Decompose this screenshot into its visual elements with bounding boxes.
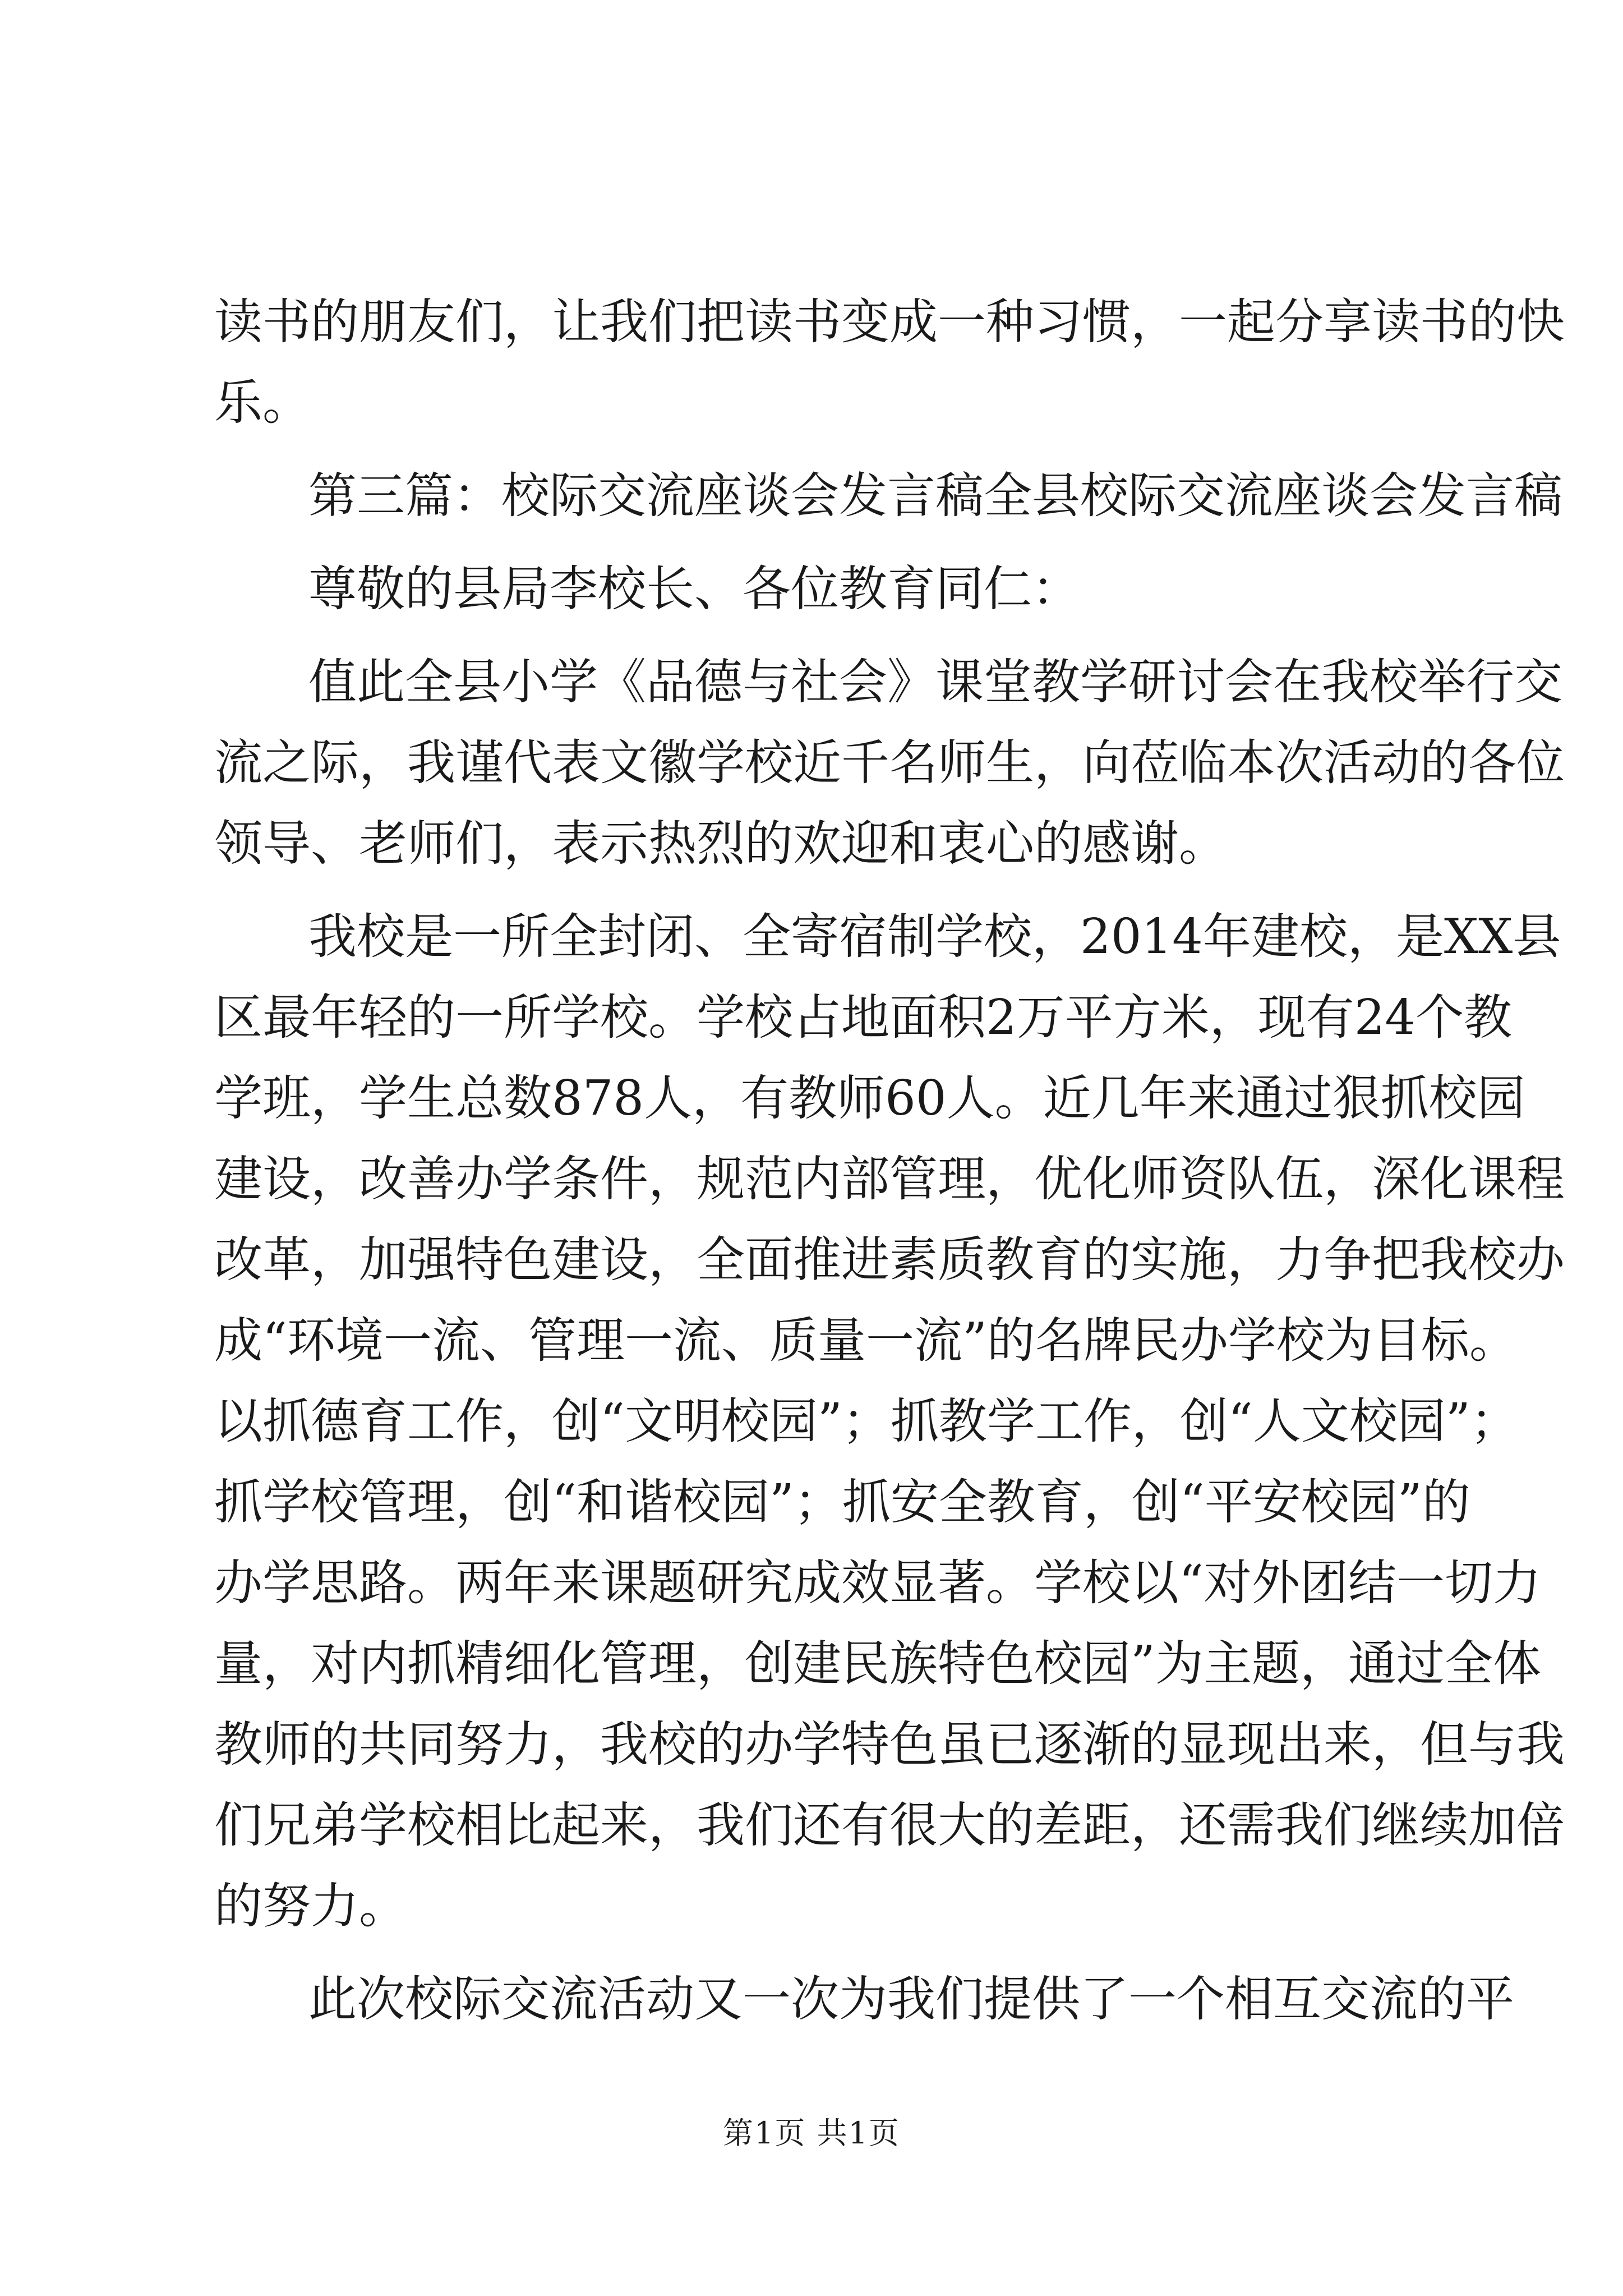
page-footer: 第1页 共1页 bbox=[723, 2115, 900, 2151]
text-line: 建设，改善办学条件，规范内部管理，优化师资队伍，深化课程 bbox=[214, 1151, 1565, 1207]
text-line: 改革，加强特色建设，全面推进素质教育的实施，力争把我校办 bbox=[214, 1232, 1565, 1288]
text-line: 值此全县小学《品德与社会》课堂教学研讨会在我校举行交 bbox=[308, 654, 1562, 710]
text-line: 的努力。 bbox=[214, 1878, 407, 1934]
text-line: 读书的朋友们，让我们把读书变成一种习惯，一起分享读书的快 bbox=[214, 294, 1565, 350]
salutation: 尊敬的县局李校长、各位教育同仁： bbox=[308, 561, 1080, 617]
text-line: 教师的共同努力，我校的办学特色虽已逐渐的显现出来，但与我 bbox=[214, 1717, 1565, 1773]
text-line: 成“环境一流、管理一流、质量一流”的名牌民办学校为目标。 bbox=[214, 1313, 1518, 1369]
paragraph-gap bbox=[214, 443, 1420, 455]
text-line: 抓学校管理，创“和谐校园”；抓安全教育，创“平安校园”的 bbox=[214, 1474, 1470, 1530]
paragraph-gap bbox=[214, 1947, 1420, 1959]
paragraph-gap bbox=[214, 536, 1420, 549]
text-line: 区最年轻的一所学校。学校占地面积2万平方米，现有24个教 bbox=[214, 990, 1513, 1046]
text-line: 办学思路。两年来课题研究成效显著。学校以“对外团结一切力 bbox=[214, 1555, 1541, 1611]
body-text bbox=[214, 282, 1565, 2040]
text-line: 领导、老师们，表示热烈的欢迎和衷心的感谢。 bbox=[214, 816, 1227, 872]
paragraph-gap bbox=[214, 629, 1420, 642]
text-line: 量，对内抓精细化管理，创建民族特色校园”为主题，通过全体 bbox=[214, 1636, 1541, 1692]
text-line: 我校是一所全封闭、全寄宿制学校，2014年建校，是XX县 bbox=[308, 909, 1561, 965]
paragraph-gap bbox=[214, 884, 1420, 896]
section-heading: 第三篇：校际交流座谈会发言稿全县校际交流座谈会发言稿 bbox=[308, 468, 1562, 524]
text-line: 乐。 bbox=[214, 375, 311, 431]
text-line: 们兄弟学校相比起来，我们还有很大的差距，还需我们继续加倍 bbox=[214, 1797, 1565, 1853]
text-line: 以抓德育工作，创“文明校园”；抓教学工作，创“人文校园”； bbox=[214, 1393, 1519, 1450]
text-line: 此次校际交流活动又一次为我们提供了一个相互交流的平 bbox=[308, 1971, 1514, 2027]
text-line: 学班，学生总数878人，有教师60人。近几年来通过狠抓校园 bbox=[214, 1070, 1525, 1126]
text-line: 流之际，我谨代表文徽学校近千名师生，向莅临本次活动的各位 bbox=[214, 735, 1565, 791]
